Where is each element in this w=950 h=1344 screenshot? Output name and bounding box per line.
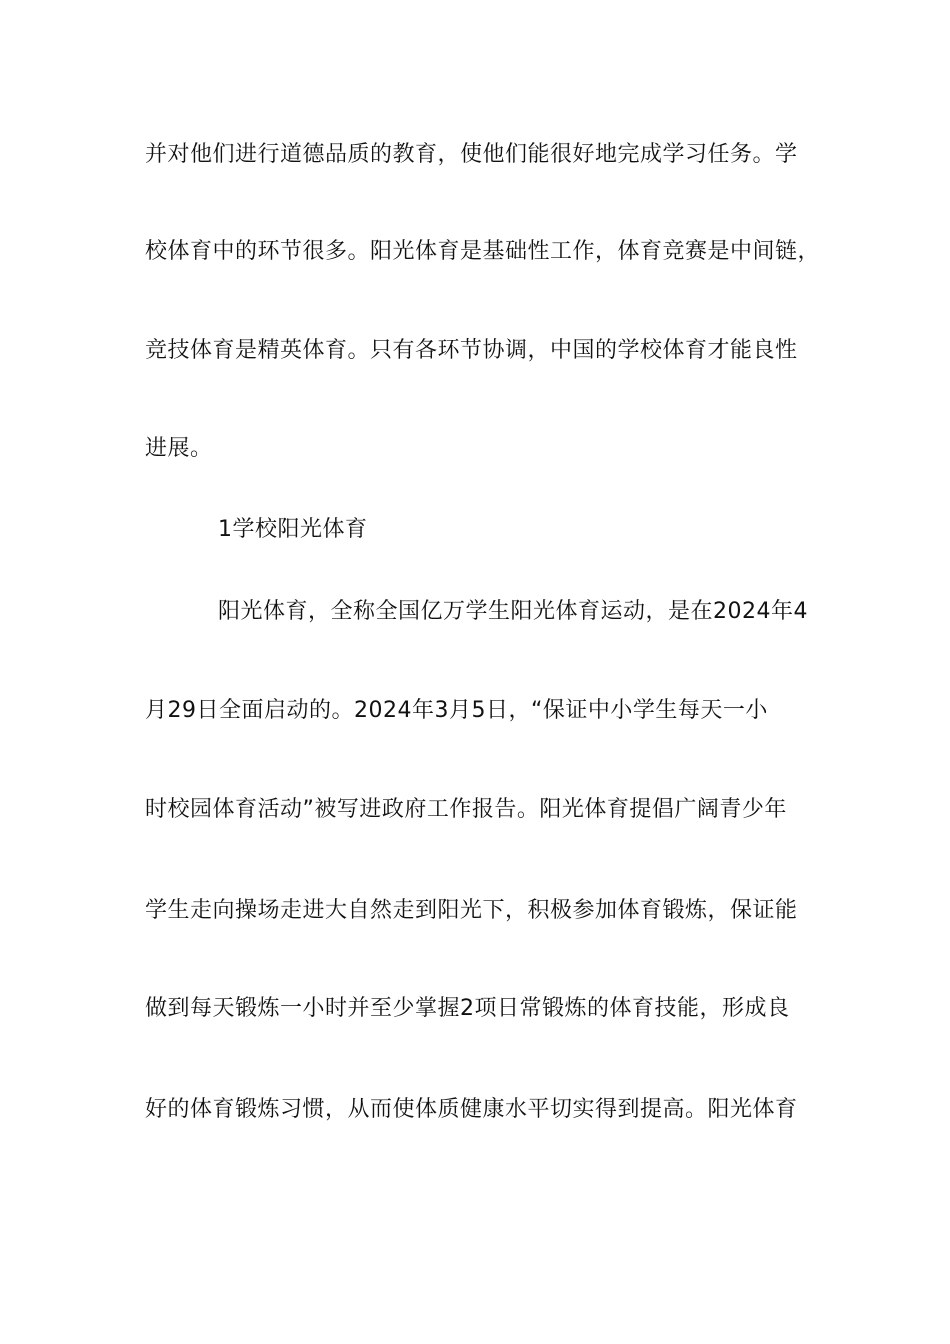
paragraph-line: 竞技体育是精英体育。只有各环节协调，中国的学校体育才能良性 xyxy=(145,338,798,363)
paragraph-line: 进展。 xyxy=(145,436,213,461)
section-heading: 1学校阳光体育 xyxy=(218,517,368,542)
paragraph-line: 时校园体育活动”被写进政府工作报告。阳光体育提倡广阔青少年 xyxy=(145,797,787,822)
paragraph-line: 并对他们进行道德品质的教育，使他们能很好地完成学习任务。学 xyxy=(145,142,798,167)
paragraph-line: 月29日全面启动的。2024年3月5日，“保证中小学生每天一小 xyxy=(145,698,768,723)
paragraph-line: 阳光体育，全称全国亿万学生阳光体育运动，是在2024年4 xyxy=(218,599,808,624)
paragraph-line: 学生走向操场走进大自然走到阳光下，积极参加体育锻炼，保证能 xyxy=(145,898,798,923)
paragraph-line: 做到每天锻炼一小时并至少掌握2项日常锻炼的体育技能，形成良 xyxy=(145,996,790,1021)
paragraph-line: 校体育中的环节很多。阳光体育是基础性工作，体育竞赛是中间链， xyxy=(145,239,821,264)
paragraph-line: 好的体育锻炼习惯，从而使体质健康水平切实得到提高。阳光体育 xyxy=(145,1097,798,1122)
